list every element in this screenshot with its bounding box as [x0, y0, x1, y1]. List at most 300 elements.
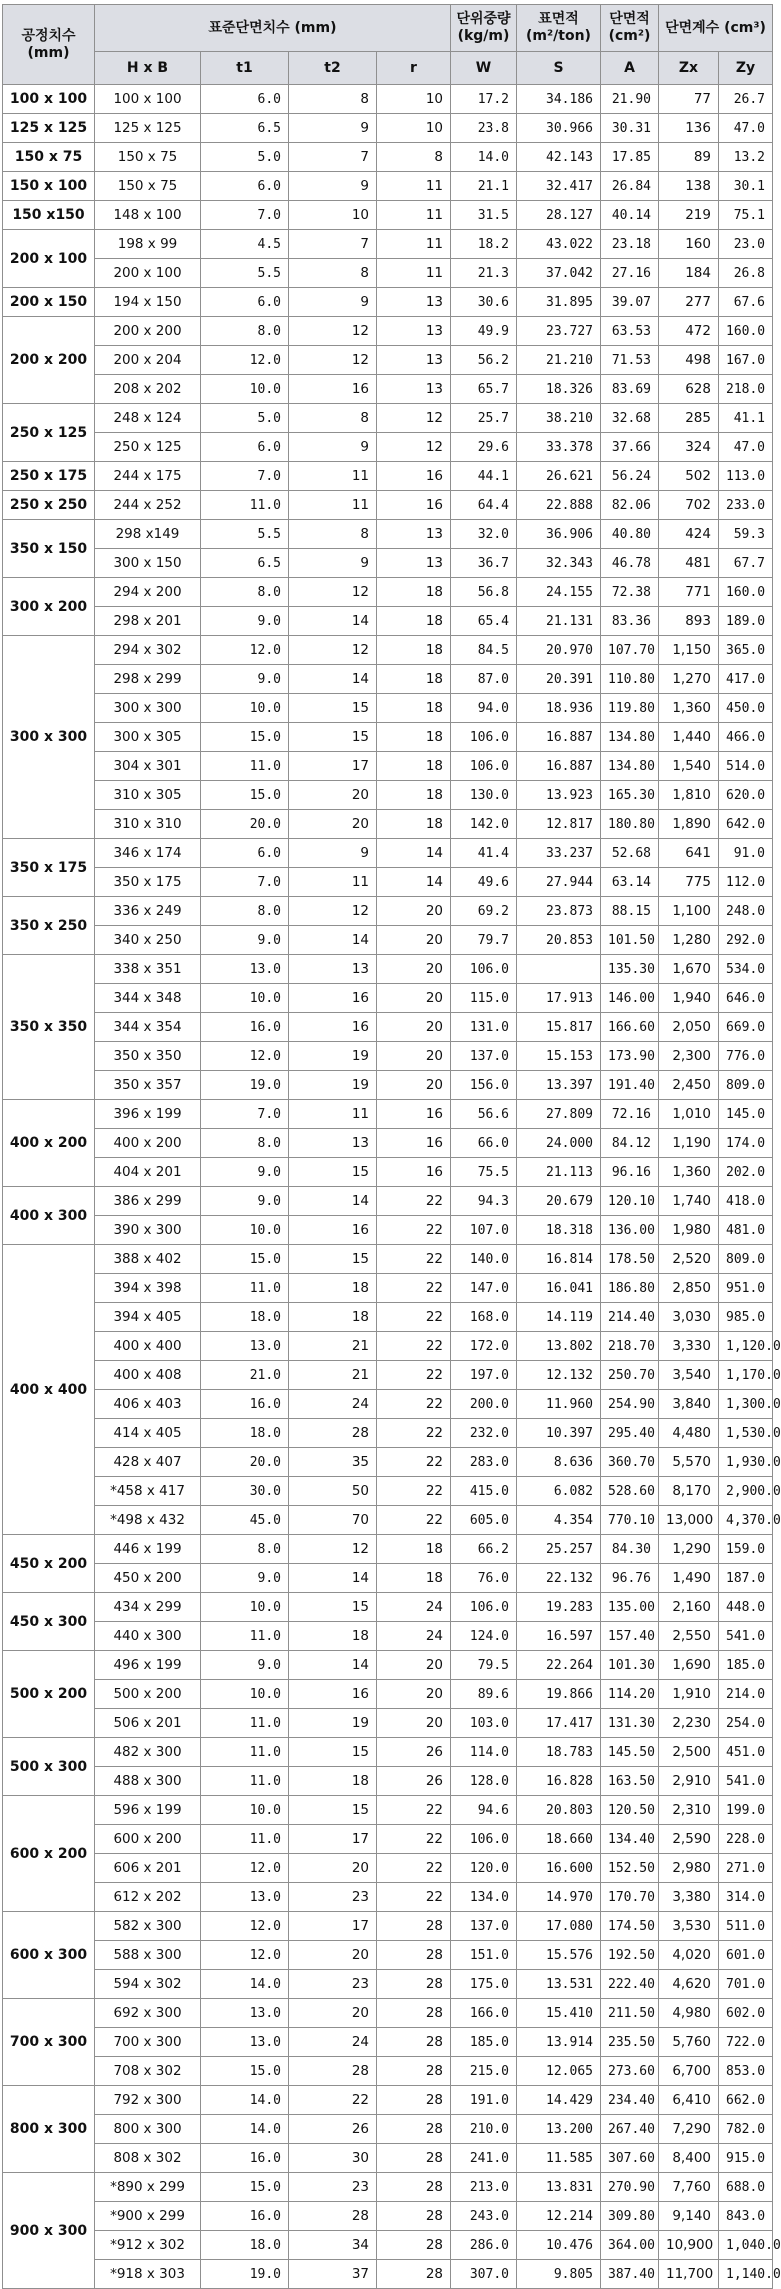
- t2-cell: 19: [289, 1071, 377, 1100]
- r-cell: 20: [377, 1680, 451, 1709]
- t1-cell: 11.0: [201, 1274, 289, 1303]
- table-row: [3, 1941, 773, 1970]
- w-cell: 56.6: [451, 1100, 517, 1129]
- w-cell: 23.8: [451, 114, 517, 143]
- nominal-size-cell: 900 x 300: [3, 2173, 95, 2289]
- zy-cell: 75.1: [719, 201, 773, 230]
- t1-cell: 11.0: [201, 1767, 289, 1796]
- t1-cell: 12.0: [201, 1854, 289, 1883]
- a-cell: 17.85: [601, 143, 659, 172]
- table-row: [3, 230, 773, 259]
- zy-cell: 113.0: [719, 462, 773, 491]
- t2-cell: 35: [289, 1448, 377, 1477]
- t1-cell: 12.0: [201, 346, 289, 375]
- zx-cell: 2,230: [659, 1709, 719, 1738]
- t1-cell: 8.0: [201, 897, 289, 926]
- hxb-cell: 340 x 250: [95, 926, 201, 955]
- r-cell: 18: [377, 694, 451, 723]
- t2-cell: 12: [289, 346, 377, 375]
- hxb-cell: 100 x 100: [95, 85, 201, 114]
- a-cell: 131.30: [601, 1709, 659, 1738]
- zy-cell: 67.7: [719, 549, 773, 578]
- w-cell: 243.0: [451, 2202, 517, 2231]
- nominal-size-cell: 350 x 350: [3, 955, 95, 1100]
- w-cell: 415.0: [451, 1477, 517, 1506]
- t1-cell: 7.0: [201, 201, 289, 230]
- w-cell: 605.0: [451, 1506, 517, 1535]
- zx-cell: 472: [659, 317, 719, 346]
- a-cell: 135.30: [601, 955, 659, 984]
- w-cell: 191.0: [451, 2086, 517, 2115]
- table-row: [3, 2057, 773, 2086]
- t2-cell: 19: [289, 1042, 377, 1071]
- a-cell: 191.40: [601, 1071, 659, 1100]
- zx-cell: 1,360: [659, 694, 719, 723]
- w-cell: 114.0: [451, 1738, 517, 1767]
- t2-cell: 14: [289, 665, 377, 694]
- r-cell: 28: [377, 2173, 451, 2202]
- table-row: [3, 1535, 773, 1564]
- zy-cell: 602.0: [719, 1999, 773, 2028]
- r-cell: 11: [377, 259, 451, 288]
- w-cell: 175.0: [451, 1970, 517, 1999]
- r-cell: 22: [377, 1216, 451, 1245]
- s-cell: 16.814: [517, 1245, 601, 1274]
- s-cell: 14.429: [517, 2086, 601, 2115]
- a-cell: 84.12: [601, 1129, 659, 1158]
- t1-cell: 12.0: [201, 1941, 289, 1970]
- zx-cell: 7,760: [659, 2173, 719, 2202]
- a-cell: 186.80: [601, 1274, 659, 1303]
- table-row: [3, 926, 773, 955]
- r-cell: 18: [377, 607, 451, 636]
- t2-cell: 16: [289, 1216, 377, 1245]
- zy-cell: 450.0: [719, 694, 773, 723]
- r-cell: 28: [377, 2231, 451, 2260]
- hxb-cell: 300 x 150: [95, 549, 201, 578]
- t2-cell: 15: [289, 723, 377, 752]
- zx-cell: 3,330: [659, 1332, 719, 1361]
- nominal-size-cell: 450 x 200: [3, 1535, 95, 1593]
- hxb-cell: 406 x 403: [95, 1390, 201, 1419]
- w-cell: 75.5: [451, 1158, 517, 1187]
- r-cell: 22: [377, 1477, 451, 1506]
- t1-cell: 19.0: [201, 1071, 289, 1100]
- t1-header: t1: [201, 52, 289, 85]
- t2-cell: 28: [289, 2057, 377, 2086]
- t2-cell: 12: [289, 1535, 377, 1564]
- table-row: [3, 172, 773, 201]
- t2-cell: 19: [289, 1709, 377, 1738]
- zx-cell: 1,190: [659, 1129, 719, 1158]
- t1-cell: 10.0: [201, 984, 289, 1013]
- s-cell: 13.200: [517, 2115, 601, 2144]
- t2-cell: 15: [289, 1796, 377, 1825]
- s-cell: 22.888: [517, 491, 601, 520]
- s-cell: 20.679: [517, 1187, 601, 1216]
- a-cell: 88.15: [601, 897, 659, 926]
- t2-header: t2: [289, 52, 377, 85]
- zx-cell: 1,890: [659, 810, 719, 839]
- t1-cell: 7.0: [201, 868, 289, 897]
- nominal-size-cell: 250 x 250: [3, 491, 95, 520]
- table-row: [3, 1622, 773, 1651]
- nominal-size-cell: 250 x 175: [3, 462, 95, 491]
- zx-cell: 11,700: [659, 2260, 719, 2289]
- t1-cell: 30.0: [201, 1477, 289, 1506]
- t1-cell: 6.0: [201, 172, 289, 201]
- table-row: [3, 462, 773, 491]
- t2-cell: 9: [289, 549, 377, 578]
- w-cell: 124.0: [451, 1622, 517, 1651]
- r-cell: 10: [377, 85, 451, 114]
- table-row: [3, 1564, 773, 1593]
- zy-cell: 199.0: [719, 1796, 773, 1825]
- t1-cell: 18.0: [201, 2231, 289, 2260]
- zx-cell: 771: [659, 578, 719, 607]
- spec-table-container: [2, 4, 781, 2289]
- table-row: [3, 868, 773, 897]
- hxb-cell: 808 x 302: [95, 2144, 201, 2173]
- s-cell: 26.621: [517, 462, 601, 491]
- w-cell: 76.0: [451, 1564, 517, 1593]
- s-cell: 11.960: [517, 1390, 601, 1419]
- sectional-area-header: 단면적 (cm²): [601, 5, 659, 52]
- s-cell: 43.022: [517, 230, 601, 259]
- zx-cell: 1,670: [659, 955, 719, 984]
- r-cell: 22: [377, 1854, 451, 1883]
- zx-cell: 2,850: [659, 1274, 719, 1303]
- hxb-cell: 194 x 150: [95, 288, 201, 317]
- zx-cell: 2,310: [659, 1796, 719, 1825]
- zx-cell: 5,760: [659, 2028, 719, 2057]
- table-row: [3, 810, 773, 839]
- t2-cell: 28: [289, 1419, 377, 1448]
- t1-cell: 5.5: [201, 520, 289, 549]
- t1-cell: 5.0: [201, 143, 289, 172]
- hxb-cell: 414 x 405: [95, 1419, 201, 1448]
- table-row: [3, 1912, 773, 1941]
- table-row: [3, 578, 773, 607]
- hxb-cell: 394 x 405: [95, 1303, 201, 1332]
- zx-cell: 3,030: [659, 1303, 719, 1332]
- h-beam-spec-table: [2, 4, 781, 2289]
- a-cell: 120.10: [601, 1187, 659, 1216]
- r-cell: 16: [377, 1129, 451, 1158]
- r-cell: 28: [377, 2202, 451, 2231]
- s-cell: 24.000: [517, 1129, 601, 1158]
- w-cell: 106.0: [451, 1825, 517, 1854]
- table-row: [3, 1651, 773, 1680]
- r-cell: 20: [377, 955, 451, 984]
- r-cell: 28: [377, 2057, 451, 2086]
- zx-cell: 481: [659, 549, 719, 578]
- a-cell: 56.24: [601, 462, 659, 491]
- t2-cell: 18: [289, 1767, 377, 1796]
- a-cell: 63.53: [601, 317, 659, 346]
- t2-cell: 24: [289, 1390, 377, 1419]
- t1-cell: 10.0: [201, 375, 289, 404]
- w-cell: 65.7: [451, 375, 517, 404]
- a-cell: 40.14: [601, 201, 659, 230]
- t2-cell: 12: [289, 636, 377, 665]
- t2-cell: 9: [289, 839, 377, 868]
- zx-cell: 1,280: [659, 926, 719, 955]
- t2-cell: 9: [289, 114, 377, 143]
- w-cell: 200.0: [451, 1390, 517, 1419]
- a-header: A: [601, 52, 659, 85]
- a-cell: 770.10: [601, 1506, 659, 1535]
- s-cell: 13.531: [517, 1970, 601, 1999]
- a-cell: 180.80: [601, 810, 659, 839]
- zy-cell: 189.0: [719, 607, 773, 636]
- table-row: [3, 984, 773, 1013]
- zx-cell: 3,380: [659, 1883, 719, 1912]
- hxb-cell: 400 x 200: [95, 1129, 201, 1158]
- hxb-cell: 434 x 299: [95, 1593, 201, 1622]
- r-cell: 11: [377, 230, 451, 259]
- t1-cell: 18.0: [201, 1303, 289, 1332]
- a-cell: 214.40: [601, 1303, 659, 1332]
- a-cell: 32.68: [601, 404, 659, 433]
- w-cell: 168.0: [451, 1303, 517, 1332]
- zy-cell: 67.6: [719, 288, 773, 317]
- t2-cell: 9: [289, 172, 377, 201]
- a-cell: 82.06: [601, 491, 659, 520]
- zx-header: Zx: [659, 52, 719, 85]
- zx-cell: 1,010: [659, 1100, 719, 1129]
- w-cell: 142.0: [451, 810, 517, 839]
- s-cell: 17.417: [517, 1709, 601, 1738]
- nominal-size-cell: 700 x 300: [3, 1999, 95, 2086]
- nominal-size-cell: 150 x 100: [3, 172, 95, 201]
- s-cell: 33.378: [517, 433, 601, 462]
- zy-cell: 26.7: [719, 85, 773, 114]
- t2-cell: 17: [289, 1912, 377, 1941]
- t2-cell: 13: [289, 955, 377, 984]
- t1-cell: 9.0: [201, 665, 289, 694]
- t2-cell: 14: [289, 1564, 377, 1593]
- r-cell: 28: [377, 2115, 451, 2144]
- zy-cell: 601.0: [719, 1941, 773, 1970]
- t1-cell: 16.0: [201, 1390, 289, 1419]
- nominal-size-cell: 125 x 125: [3, 114, 95, 143]
- t2-cell: 14: [289, 607, 377, 636]
- hxb-cell: 400 x 400: [95, 1332, 201, 1361]
- zx-cell: 1,980: [659, 1216, 719, 1245]
- w-cell: 44.1: [451, 462, 517, 491]
- zy-cell: 915.0: [719, 2144, 773, 2173]
- zy-cell: 145.0: [719, 1100, 773, 1129]
- hxb-cell: 300 x 305: [95, 723, 201, 752]
- a-cell: 114.20: [601, 1680, 659, 1709]
- hxb-cell: 594 x 302: [95, 1970, 201, 1999]
- w-cell: 140.0: [451, 1245, 517, 1274]
- t1-cell: 18.0: [201, 1419, 289, 1448]
- t1-cell: 14.0: [201, 2086, 289, 2115]
- t1-cell: 20.0: [201, 810, 289, 839]
- hxb-cell: 404 x 201: [95, 1158, 201, 1187]
- a-cell: 72.16: [601, 1100, 659, 1129]
- r-cell: 22: [377, 1390, 451, 1419]
- s-cell: 19.866: [517, 1680, 601, 1709]
- s-cell: 17.080: [517, 1912, 601, 1941]
- zx-cell: 1,540: [659, 752, 719, 781]
- r-cell: 20: [377, 984, 451, 1013]
- nominal-size-cell: 150 x 75: [3, 143, 95, 172]
- t1-cell: 6.0: [201, 85, 289, 114]
- zy-cell: 214.0: [719, 1680, 773, 1709]
- a-cell: 135.00: [601, 1593, 659, 1622]
- r-cell: 28: [377, 2144, 451, 2173]
- table-row: [3, 781, 773, 810]
- w-cell: 30.6: [451, 288, 517, 317]
- r-cell: 13: [377, 520, 451, 549]
- hxb-cell: 338 x 351: [95, 955, 201, 984]
- zx-cell: 702: [659, 491, 719, 520]
- s-cell: 11.585: [517, 2144, 601, 2173]
- zy-header: Zy: [719, 52, 773, 85]
- hxb-cell: *458 x 417: [95, 1477, 201, 1506]
- hxb-cell: 150 x 75: [95, 143, 201, 172]
- t1-cell: 9.0: [201, 1564, 289, 1593]
- hxb-cell: 606 x 201: [95, 1854, 201, 1883]
- table-row: [3, 1477, 773, 1506]
- s-cell: 32.417: [517, 172, 601, 201]
- t2-cell: 12: [289, 317, 377, 346]
- a-cell: 40.80: [601, 520, 659, 549]
- zx-cell: 5,570: [659, 1448, 719, 1477]
- hxb-cell: 344 x 354: [95, 1013, 201, 1042]
- header-row-1: [3, 5, 773, 52]
- zx-cell: 1,740: [659, 1187, 719, 1216]
- table-row: [3, 752, 773, 781]
- zx-cell: 641: [659, 839, 719, 868]
- s-cell: 20.803: [517, 1796, 601, 1825]
- table-row: [3, 2173, 773, 2202]
- t2-cell: 9: [289, 433, 377, 462]
- nominal-size-cell: 150 x150: [3, 201, 95, 230]
- w-cell: 32.0: [451, 520, 517, 549]
- s-cell: 20.853: [517, 926, 601, 955]
- t1-cell: 11.0: [201, 752, 289, 781]
- hxb-cell: *890 x 299: [95, 2173, 201, 2202]
- t1-cell: 6.5: [201, 549, 289, 578]
- r-cell: 12: [377, 433, 451, 462]
- zy-cell: 809.0: [719, 1071, 773, 1100]
- zy-cell: 47.0: [719, 114, 773, 143]
- s-header: S: [517, 52, 601, 85]
- table-row: [3, 549, 773, 578]
- table-row: [3, 665, 773, 694]
- r-cell: 22: [377, 1419, 451, 1448]
- hxb-cell: 244 x 252: [95, 491, 201, 520]
- r-cell: 16: [377, 1158, 451, 1187]
- zx-cell: 1,270: [659, 665, 719, 694]
- zx-cell: 10,900: [659, 2231, 719, 2260]
- hxb-cell: 612 x 202: [95, 1883, 201, 1912]
- hxb-header: H x B: [95, 52, 201, 85]
- s-cell: 33.237: [517, 839, 601, 868]
- t2-cell: 18: [289, 1274, 377, 1303]
- r-cell: 10: [377, 114, 451, 143]
- zy-cell: 669.0: [719, 1013, 773, 1042]
- t2-cell: 13: [289, 1129, 377, 1158]
- hxb-cell: 600 x 200: [95, 1825, 201, 1854]
- r-cell: 20: [377, 1651, 451, 1680]
- zx-cell: 184: [659, 259, 719, 288]
- zy-cell: 985.0: [719, 1303, 773, 1332]
- r-cell: 11: [377, 201, 451, 230]
- t1-cell: 8.0: [201, 1129, 289, 1158]
- t1-cell: 6.5: [201, 114, 289, 143]
- a-cell: 166.60: [601, 1013, 659, 1042]
- table-row: [3, 694, 773, 723]
- table-row: [3, 2202, 773, 2231]
- zy-cell: 271.0: [719, 1854, 773, 1883]
- t2-cell: 17: [289, 1825, 377, 1854]
- w-cell: 134.0: [451, 1883, 517, 1912]
- zx-cell: 277: [659, 288, 719, 317]
- zy-cell: 951.0: [719, 1274, 773, 1303]
- a-cell: 134.80: [601, 752, 659, 781]
- r-cell: 22: [377, 1332, 451, 1361]
- zy-cell: 47.0: [719, 433, 773, 462]
- t1-cell: 8.0: [201, 317, 289, 346]
- t2-cell: 23: [289, 1883, 377, 1912]
- r-cell: 18: [377, 723, 451, 752]
- table-body: [3, 85, 781, 2289]
- zy-cell: 1,930.0: [719, 1448, 773, 1477]
- a-cell: 136.00: [601, 1216, 659, 1245]
- hxb-cell: *498 x 432: [95, 1506, 201, 1535]
- t2-cell: 15: [289, 1593, 377, 1622]
- zy-cell: 160.0: [719, 317, 773, 346]
- w-cell: 137.0: [451, 1912, 517, 1941]
- table-row: [3, 346, 773, 375]
- t2-cell: 37: [289, 2260, 377, 2289]
- r-header: r: [377, 52, 451, 85]
- zx-cell: 1,910: [659, 1680, 719, 1709]
- zy-cell: 91.0: [719, 839, 773, 868]
- hxb-cell: 298 x149: [95, 520, 201, 549]
- zx-cell: 13,000: [659, 1506, 719, 1535]
- t2-cell: 8: [289, 520, 377, 549]
- zx-cell: 160: [659, 230, 719, 259]
- r-cell: 13: [377, 346, 451, 375]
- hxb-cell: 350 x 357: [95, 1071, 201, 1100]
- s-cell: 15.410: [517, 1999, 601, 2028]
- t1-cell: 16.0: [201, 2144, 289, 2173]
- w-cell: 56.2: [451, 346, 517, 375]
- zy-cell: 1,120.0: [719, 1332, 773, 1361]
- w-cell: 106.0: [451, 723, 517, 752]
- zy-cell: 41.1: [719, 404, 773, 433]
- table-row: [3, 201, 773, 230]
- table-row: [3, 636, 773, 665]
- s-cell: 4.354: [517, 1506, 601, 1535]
- r-cell: 16: [377, 1100, 451, 1129]
- t1-cell: 11.0: [201, 1825, 289, 1854]
- zy-cell: 292.0: [719, 926, 773, 955]
- a-cell: 145.50: [601, 1738, 659, 1767]
- table-row: [3, 1883, 773, 1912]
- r-cell: 24: [377, 1593, 451, 1622]
- r-cell: 11: [377, 172, 451, 201]
- s-cell: 18.318: [517, 1216, 601, 1245]
- hxb-cell: 150 x 75: [95, 172, 201, 201]
- t1-cell: 10.0: [201, 1216, 289, 1245]
